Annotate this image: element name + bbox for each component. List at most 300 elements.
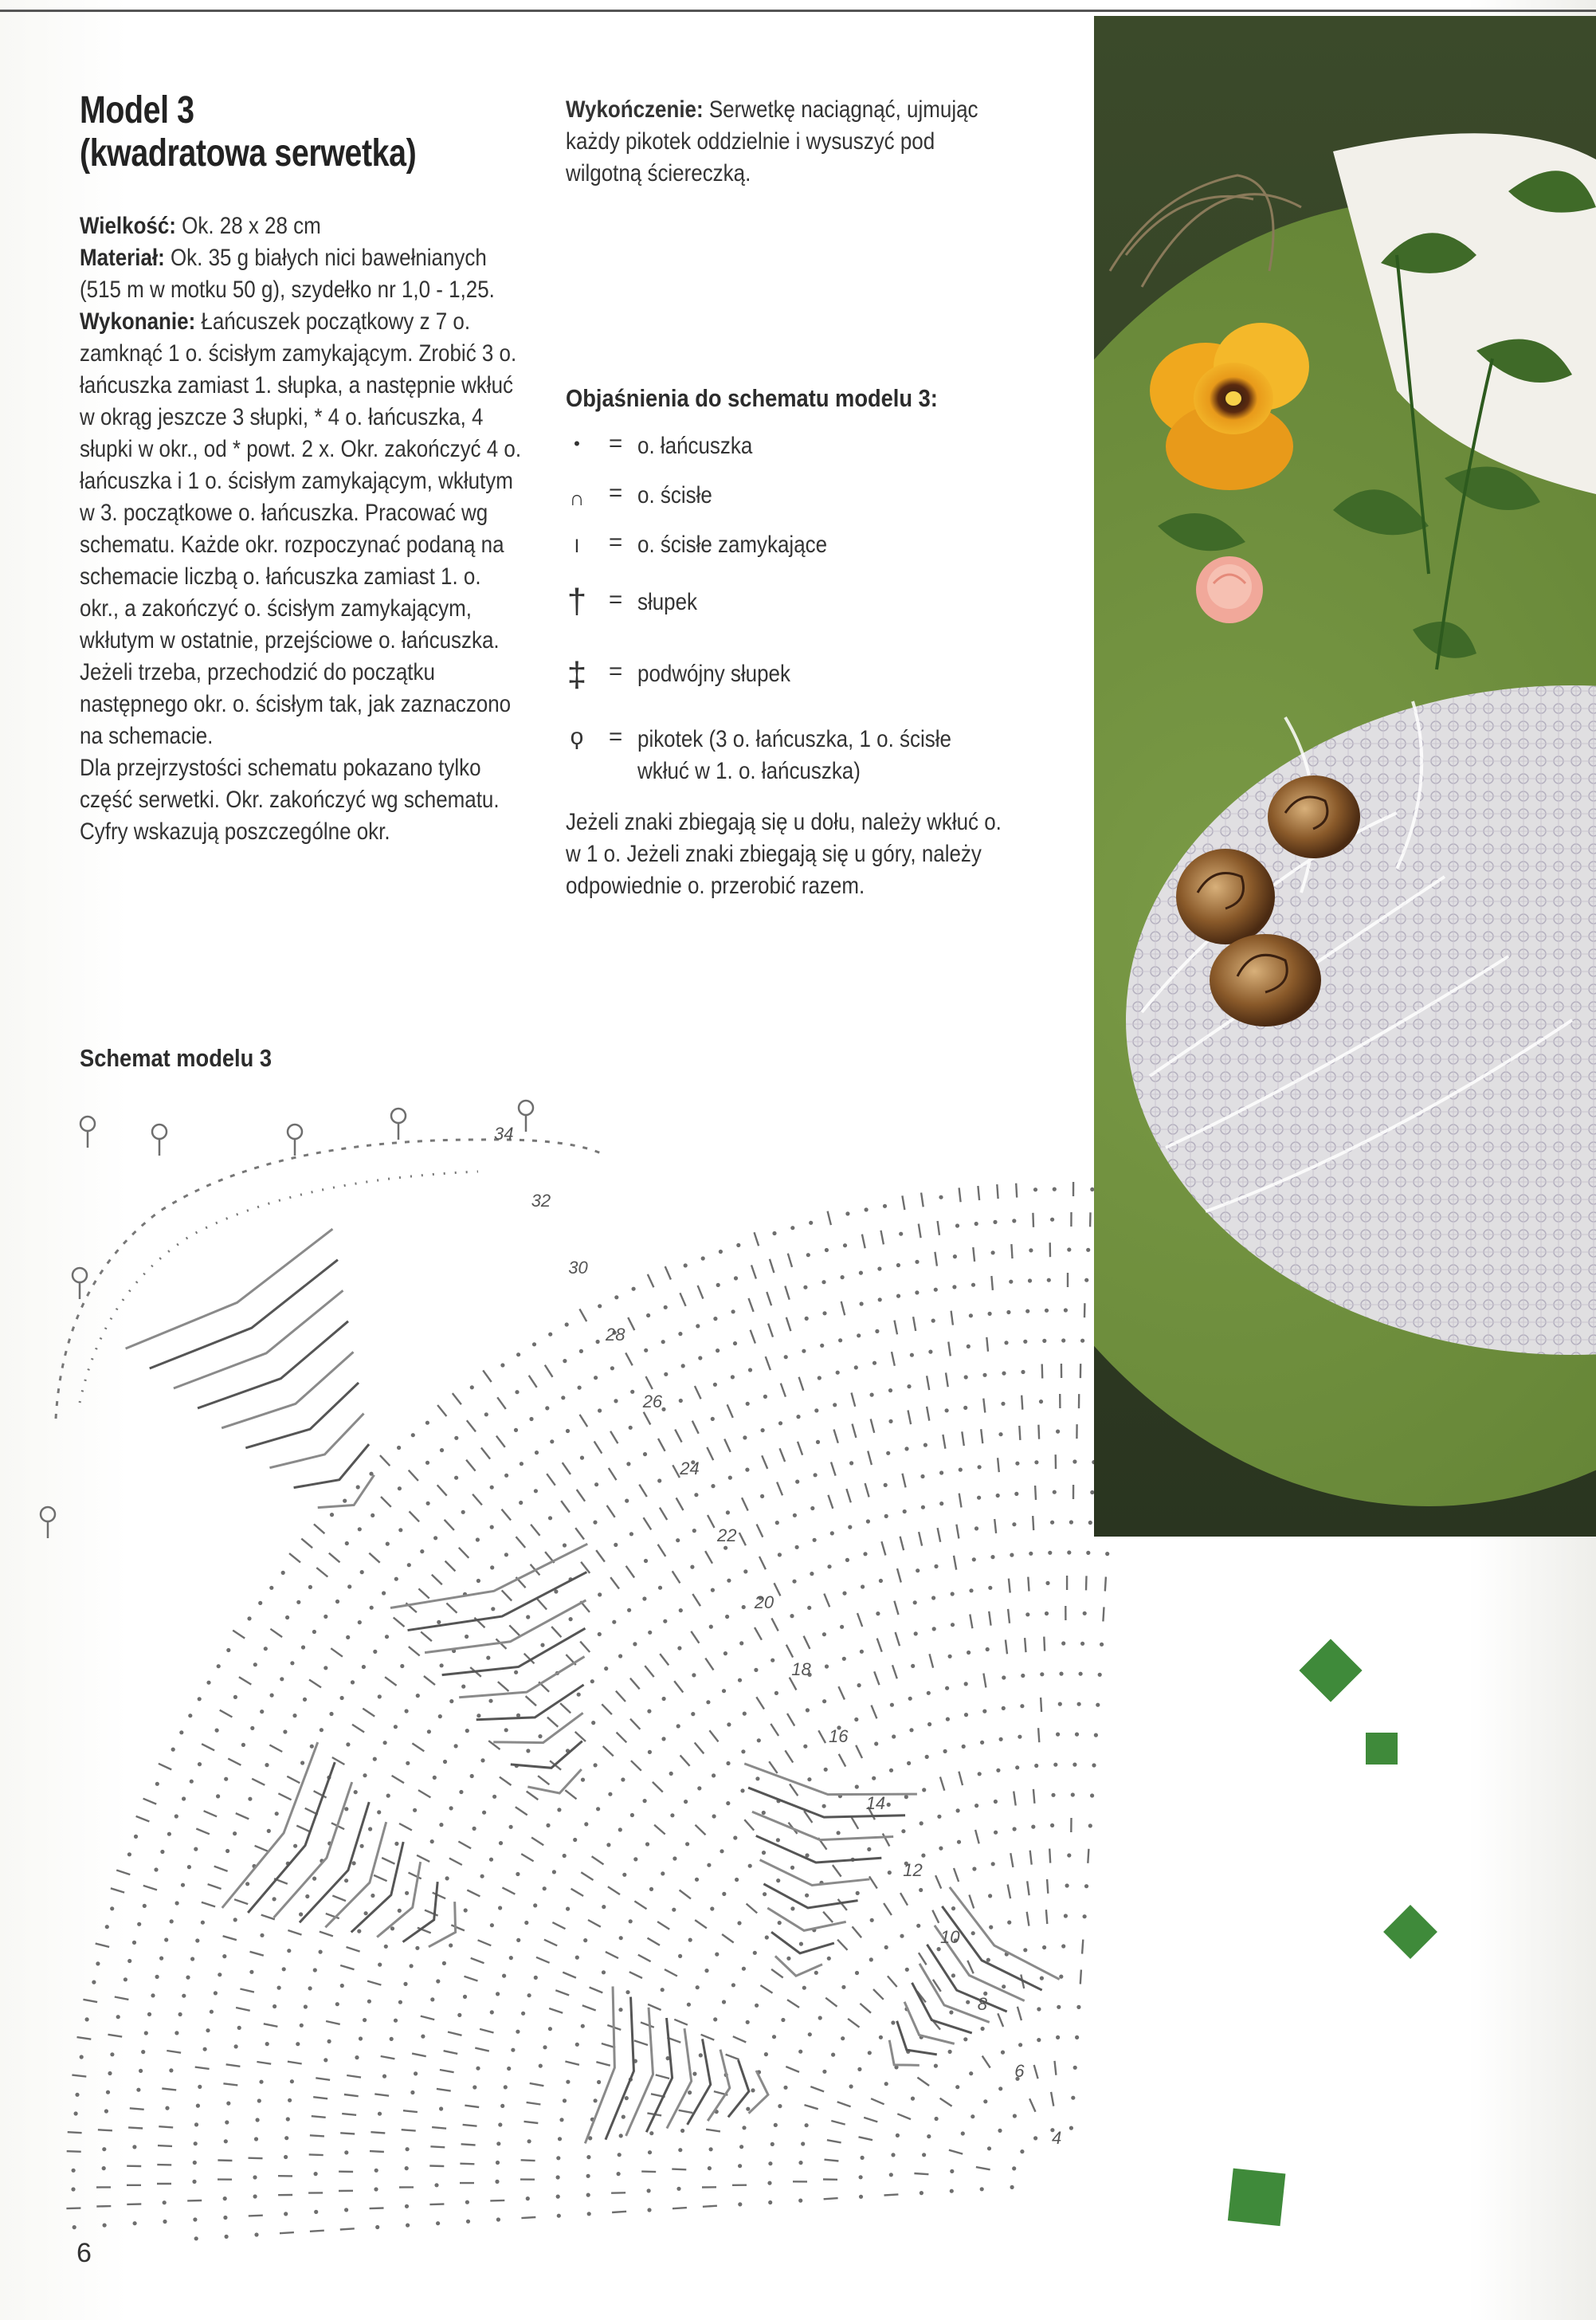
chain-stitch-mark [843, 1243, 847, 1247]
chain-stitch-mark [715, 1953, 719, 1957]
chain-stitch-mark [648, 2150, 652, 2154]
chain-stitch-mark [842, 1657, 846, 1661]
chain-stitch-mark [565, 1322, 569, 1326]
stitch-post-mark [437, 1485, 447, 1495]
legend-label-slip-stitch: o. ścisłe zamykające [637, 532, 828, 558]
chain-stitch-mark [845, 1211, 849, 1215]
legend-row-single-crochet [563, 480, 1041, 529]
chain-stitch-mark [296, 1600, 300, 1604]
chain-stitch-mark [439, 1823, 443, 1827]
stitch-post-mark [497, 1397, 506, 1409]
chain-stitch-mark [806, 1708, 810, 1712]
stitch-post-mark [394, 1618, 405, 1627]
chain-stitch-mark [556, 2156, 560, 2160]
stitch-post-mark [363, 1709, 374, 1717]
stitch-post-mark [940, 2098, 952, 2106]
chain-stitch-mark [445, 1876, 449, 1880]
chain-stitch-mark [1031, 1825, 1035, 1829]
chain-stitch-mark [529, 1417, 533, 1421]
chain-stitch-mark [410, 1964, 414, 1968]
chain-stitch-mark [736, 1243, 740, 1247]
stitch-post-mark [143, 1799, 157, 1804]
stitch-post-mark [927, 1407, 929, 1421]
chain-stitch-mark [760, 1494, 764, 1498]
chain-stitch-mark [300, 1761, 304, 1765]
chain-stitch-mark [1075, 2035, 1079, 2039]
chain-stitch-mark [320, 1728, 324, 1732]
chain-stitch-mark [1029, 1248, 1033, 1252]
chain-stitch-mark [580, 1456, 584, 1460]
stitch-post-mark [445, 1561, 456, 1572]
chain-stitch-mark [974, 1804, 978, 1808]
chain-stitch-mark [362, 1665, 366, 1669]
chain-stitch-mark [722, 1892, 726, 1896]
chain-stitch-mark [743, 1435, 747, 1439]
chain-stitch-mark [566, 1907, 570, 1911]
chain-stitch-mark [726, 1801, 730, 1805]
stitch-post-mark [673, 1465, 680, 1478]
chain-stitch-mark [1071, 1792, 1075, 1796]
chain-stitch-mark [687, 2003, 691, 2007]
chain-stitch-mark [358, 1620, 362, 1624]
stitch-post-mark [970, 1615, 972, 1629]
chain-stitch-mark [398, 2000, 402, 2004]
chain-stitch-mark [920, 1821, 923, 1825]
stitch-post-mark [834, 1430, 838, 1443]
chain-stitch-mark [795, 1480, 799, 1484]
chain-stitch-mark [945, 1686, 949, 1690]
chain-stitch-mark [133, 2221, 137, 2225]
chain-stitch-mark [203, 2047, 207, 2051]
chain-stitch-mark [260, 1933, 264, 1937]
chain-stitch-mark [712, 1814, 716, 1818]
chain-stitch-mark [677, 1646, 681, 1650]
chain-stitch-mark [181, 1883, 185, 1887]
stitch-post-mark [1105, 1577, 1106, 1592]
stitch-post-mark [785, 1286, 789, 1300]
chain-stitch-mark [754, 1668, 758, 1672]
chain-stitch-mark [124, 1977, 127, 1981]
stitch-post-mark [648, 1274, 654, 1287]
chain-stitch-mark [344, 1807, 348, 1811]
stitch-post-mark [771, 1724, 778, 1736]
chain-stitch-mark [1002, 1706, 1006, 1710]
chain-stitch-mark [742, 1967, 746, 1971]
chain-stitch-mark [1029, 1552, 1033, 1556]
chain-stitch-mark [575, 2043, 579, 2047]
chain-stitch-mark [739, 2145, 743, 2149]
stitch-post-mark [986, 1337, 988, 1352]
stitch-post-mark [674, 2020, 688, 2025]
chain-stitch-mark [329, 1712, 333, 1716]
chain-stitch-mark [254, 2232, 258, 2236]
chain-stitch-mark [273, 1897, 276, 1901]
chain-stitch-mark [285, 1615, 289, 1619]
stitch-post-mark [204, 1811, 218, 1816]
stitch-post-mark [610, 1431, 618, 1443]
legend-row-slip-stitch [563, 529, 1041, 587]
stitch-post-mark [596, 1550, 605, 1562]
chain-stitch-mark [233, 1831, 237, 1835]
round-number-label: 14 [865, 1793, 886, 1813]
chain-stitch-mark [516, 1872, 520, 1876]
chain-stitch-mark [222, 1954, 226, 1958]
stitch-post-mark [214, 1867, 228, 1871]
chain-stitch-mark [957, 1840, 961, 1844]
chain-stitch-mark [1086, 1248, 1090, 1252]
stitch-post-mark [853, 1926, 862, 1937]
fan-row [459, 1657, 590, 1713]
stitch-post-mark [371, 2132, 385, 2133]
chain-stitch-mark [681, 1364, 685, 1368]
chain-stitch-mark [346, 1742, 350, 1746]
stitch-post-mark [83, 2000, 97, 2002]
stitch-post-mark [959, 1187, 961, 1202]
stitch-post-mark [332, 1896, 346, 1902]
chain-stitch-mark [802, 1349, 806, 1353]
chain-stitch-mark [856, 1891, 860, 1895]
chain-stitch-mark [296, 2042, 300, 2046]
chain-stitch-mark [842, 1592, 846, 1596]
chain-stitch-mark [951, 1906, 955, 1910]
chain-stitch-mark [861, 1584, 865, 1588]
chain-stitch-mark [939, 1847, 943, 1851]
chain-stitch-mark [340, 1984, 344, 1988]
chain-stitch-mark [927, 2134, 931, 2138]
chain-stitch-mark [1083, 1914, 1087, 1918]
chain-stitch-mark [622, 1873, 626, 1877]
chain-stitch-mark [516, 1352, 520, 1356]
stitch-post-mark [862, 1235, 865, 1249]
stitch-post-mark [641, 2023, 654, 2028]
chain-stitch-mark [688, 2090, 692, 2094]
stitch-post-mark [657, 1922, 669, 1929]
stitch-post-mark [630, 1678, 640, 1690]
chain-stitch-mark [594, 1763, 598, 1767]
stitch-post-mark [418, 1588, 429, 1598]
chain-stitch-mark [967, 1651, 971, 1655]
legend-equals: = [609, 529, 623, 555]
green-diamond-1 [1296, 1635, 1366, 1706]
chain-stitch-mark [746, 2020, 750, 2024]
stitch-post-mark [935, 1875, 941, 1889]
chain-stitch-mark [344, 2208, 348, 2212]
stitch-post-mark [790, 1784, 798, 1796]
chain-stitch-mark [1098, 1673, 1102, 1677]
stitch-post-mark [749, 1298, 754, 1312]
chain-stitch-mark [378, 1963, 382, 1967]
stitch-post-mark [768, 1324, 773, 1337]
chain-stitch-mark [492, 1795, 496, 1799]
fan-row [377, 1862, 434, 1945]
legend-label-double-crochet: słupek [637, 589, 698, 615]
chain-stitch-mark [74, 2111, 78, 2115]
chain-stitch-mark [949, 2010, 953, 2014]
stitch-post-mark [565, 1790, 576, 1799]
stitch-post-mark [648, 1938, 661, 1945]
chain-stitch-mark [757, 1738, 761, 1742]
stitch-post-mark [399, 1823, 412, 1831]
chain-stitch-mark [470, 1385, 474, 1389]
chain-stitch-mark [586, 2174, 590, 2178]
chain-stitch-mark [476, 1579, 480, 1583]
stitch-post-mark [646, 1376, 653, 1389]
schema-note: Dla przejrzystości schematu pokazano tylko część serwetki. Okr. zakończyć wg schematu. Cyfry wskazują poszczególne okr. [80, 755, 500, 845]
stitch-post-mark [516, 1807, 527, 1815]
chain-stitch-mark [1090, 1793, 1094, 1797]
chain-stitch-mark [946, 1717, 950, 1721]
chain-stitch-mark [496, 1992, 500, 1996]
chain-stitch-mark [642, 1596, 646, 1600]
chain-stitch-mark [526, 1749, 530, 1753]
stitch-post-mark [781, 1384, 786, 1397]
chain-stitch-mark [466, 2220, 470, 2224]
stitch-post-mark [864, 2118, 877, 2122]
chain-stitch-mark [875, 1329, 879, 1333]
stitch-post-mark [563, 1462, 571, 1474]
chain-stitch-mark [877, 1266, 881, 1270]
chain-stitch-mark [841, 1275, 845, 1279]
chain-stitch-mark [259, 2080, 263, 2084]
stitch-post-mark [226, 2064, 241, 2067]
stitch-post-mark [707, 1447, 713, 1460]
chain-stitch-mark [1084, 1278, 1088, 1282]
stitch-post-mark [316, 2078, 330, 2080]
chain-stitch-mark [810, 1572, 814, 1576]
stitch-post-mark [1008, 1609, 1010, 1623]
stitch-post-mark [412, 2054, 426, 2057]
round-number-label: 20 [754, 1592, 774, 1612]
chain-stitch-mark [509, 1825, 513, 1829]
chain-stitch-mark [319, 1950, 323, 1954]
stitch-post-mark [660, 1508, 667, 1520]
stitch-post-mark [739, 1533, 746, 1545]
stitch-post-mark [969, 1895, 974, 1909]
chain-stitch-mark [548, 2027, 552, 2031]
chain-stitch-mark [284, 2212, 288, 2216]
stitch-post-mark [1008, 1885, 1011, 1899]
chain-stitch-mark [225, 2235, 229, 2239]
chain-stitch-mark [405, 2204, 409, 2208]
chain-stitch-mark [1088, 1823, 1092, 1827]
stitch-post-mark [823, 1912, 833, 1922]
stitch-post-mark [1035, 1486, 1036, 1500]
chain-stitch-mark [810, 1506, 814, 1510]
chain-stitch-mark [175, 2031, 178, 2035]
chain-stitch-mark [394, 1577, 398, 1581]
stitch-post-mark [631, 1761, 641, 1771]
stitch-post-mark [888, 1976, 897, 1987]
chain-stitch-mark [449, 1699, 453, 1703]
chain-stitch-mark [1067, 1853, 1071, 1857]
chain-stitch-mark [734, 1276, 738, 1280]
legend-equals: = [609, 480, 623, 506]
chain-stitch-mark [950, 2169, 954, 2173]
chain-stitch-mark [465, 1635, 469, 1639]
chain-stitch-mark [813, 1538, 817, 1542]
chain-stitch-mark [865, 1207, 869, 1211]
chain-stitch-mark [848, 1525, 852, 1529]
chain-stitch-mark [608, 1792, 612, 1796]
chain-stitch-mark [908, 1697, 912, 1701]
chain-stitch-mark [905, 1968, 909, 1972]
chain-stitch-mark [598, 1304, 602, 1308]
chain-stitch-mark [223, 2196, 227, 2200]
chain-stitch-mark [96, 1961, 100, 1965]
chain-stitch-mark [461, 1510, 465, 1514]
chain-stitch-mark [733, 1341, 737, 1345]
stitch-post-mark [644, 1517, 652, 1529]
chain-stitch-mark [196, 2104, 200, 2108]
chain-stitch-mark [676, 1538, 680, 1542]
stitch-post-mark [881, 1231, 884, 1245]
chain-stitch-mark [943, 1749, 947, 1753]
chain-stitch-mark [583, 1938, 587, 1942]
chain-stitch-mark [1001, 1402, 1005, 1406]
stitch-post-mark [674, 1681, 683, 1692]
round-number-label: 10 [940, 1927, 960, 1947]
chain-stitch-mark [1053, 1187, 1057, 1191]
chain-stitch-mark [237, 2026, 241, 2030]
stitch-post-mark [919, 1532, 922, 1546]
stitch-post-mark [352, 1725, 364, 1733]
stitch-post-mark [877, 1639, 882, 1652]
chain-stitch-mark [983, 2099, 987, 2103]
chain-stitch-mark [1080, 1642, 1084, 1646]
left-column [80, 89, 526, 848]
chain-stitch-mark [663, 1619, 667, 1623]
chain-stitch-mark [854, 1717, 858, 1721]
legend-equals: = [609, 430, 623, 457]
fan-row [390, 1544, 592, 1623]
chain-stitch-mark [872, 1776, 876, 1780]
material-value: Ok. 35 g białych nici bawełnianych (515 m w motku 50 g), szydełko nr 1,0 - 1,25. [80, 245, 495, 303]
stitch-post-mark [196, 1829, 210, 1835]
picot-marks [41, 1101, 533, 1538]
chain-stitch-mark [1037, 2007, 1041, 2011]
chain-stitch-mark [731, 1983, 735, 1987]
chain-stitch-mark [223, 2216, 227, 2220]
chain-stitch-mark [805, 1317, 809, 1321]
chain-stitch-mark [831, 2053, 835, 2057]
fan-row [931, 1906, 1041, 2003]
chain-stitch-mark [951, 1973, 955, 1977]
stitch-post-mark [641, 2172, 656, 2173]
chain-stitch-mark [931, 1596, 935, 1600]
chain-stitch-mark [434, 2183, 438, 2187]
chain-stitch-mark [861, 2156, 865, 2160]
chain-stitch-mark [731, 1375, 735, 1379]
chain-stitch-mark [990, 1555, 994, 1559]
stitch-post-mark [592, 1856, 604, 1864]
stitch-post-mark [280, 2232, 294, 2233]
stitch-post-mark [111, 1888, 124, 1892]
chain-stitch-mark [127, 1852, 131, 1856]
chain-stitch-mark [324, 1615, 327, 1619]
chain-stitch-mark [377, 1810, 381, 1814]
finishing-label: Wykończenie: [566, 96, 704, 123]
stitch-post-mark [831, 2121, 845, 2125]
stitch-post-mark [473, 1494, 482, 1505]
stitch-post-mark [638, 1955, 651, 1962]
stitch-post-mark [1103, 1607, 1104, 1621]
chain-stitch-mark [250, 1726, 254, 1730]
stitch-post-mark [490, 2200, 504, 2201]
chain-stitch-mark [1058, 1702, 1062, 1706]
stitch-post-mark [799, 1377, 804, 1391]
stitch-post-mark [1042, 1364, 1043, 1379]
chain-stitch-mark [314, 2210, 318, 2214]
chain-stitch-mark [275, 1812, 279, 1816]
chain-stitch-mark [378, 2112, 382, 2116]
chain-stitch-mark [433, 1536, 437, 1540]
chain-stitch-mark [618, 1827, 622, 1831]
chain-stitch-mark [1018, 1735, 1022, 1739]
chain-stitch-mark [527, 2139, 531, 2143]
chain-stitch-mark [713, 1383, 717, 1387]
stitch-post-mark [943, 1435, 945, 1449]
chain-stitch-mark [953, 1254, 957, 1258]
chain-stitch-mark [710, 1906, 714, 1910]
stitch-post-mark [236, 2008, 250, 2011]
chain-stitch-mark [967, 1345, 971, 1348]
chain-stitch-mark [368, 1827, 372, 1831]
stitch-post-mark [424, 1676, 435, 1685]
chain-stitch-mark [738, 2164, 742, 2168]
stitch-post-mark [897, 2114, 911, 2119]
chain-stitch-mark [310, 1745, 314, 1749]
stitch-post-mark [115, 1997, 129, 2000]
stitch-post-mark [547, 1474, 555, 1486]
chain-stitch-mark [301, 1645, 305, 1649]
stitch-post-mark [521, 2217, 535, 2218]
chain-stitch-mark [980, 1741, 984, 1745]
picot-mark [391, 1109, 406, 1123]
chain-stitch-mark [314, 2172, 318, 2176]
chain-stitch-mark [286, 2117, 290, 2121]
chain-stitch-mark [214, 1991, 218, 1995]
chain-stitch-mark [439, 2106, 443, 2110]
chain-stitch-mark [557, 2214, 561, 2218]
chain-stitch-mark [1057, 2005, 1061, 2009]
chain-stitch-mark [963, 2037, 967, 2041]
chain-stitch-mark [324, 2058, 327, 2062]
chain-stitch-mark [265, 2042, 269, 2046]
stitch-post-mark [788, 1254, 792, 1267]
chain-stitch-mark [676, 1724, 680, 1728]
chain-stitch-mark [1059, 1975, 1063, 1979]
stitch-post-mark [374, 1875, 387, 1881]
chain-stitch-mark [578, 1386, 582, 1390]
chain-stitch-mark [1048, 1551, 1052, 1555]
stitch-post-mark [527, 2102, 541, 2105]
stitch-post-mark [392, 1776, 404, 1783]
stitch-post-mark [837, 1940, 847, 1950]
chain-stitch-mark [386, 1794, 390, 1798]
stitch-post-marks [56, 1140, 1131, 2233]
stitch-post-mark [692, 1421, 699, 1434]
right-column [566, 94, 1012, 190]
legend-row-double-crochet [563, 582, 1041, 658]
picot-icon: ϙ [570, 724, 584, 750]
chain-stitch-mark [996, 1494, 1000, 1498]
chain-stitch-mark [358, 1527, 362, 1531]
stitch-post-mark [917, 2078, 929, 2086]
chain-stitch-mark [308, 1986, 312, 1990]
stitch-post-mark [309, 1680, 321, 1688]
chain-stitch-mark [863, 1552, 867, 1556]
stitch-post-mark [467, 1890, 480, 1897]
